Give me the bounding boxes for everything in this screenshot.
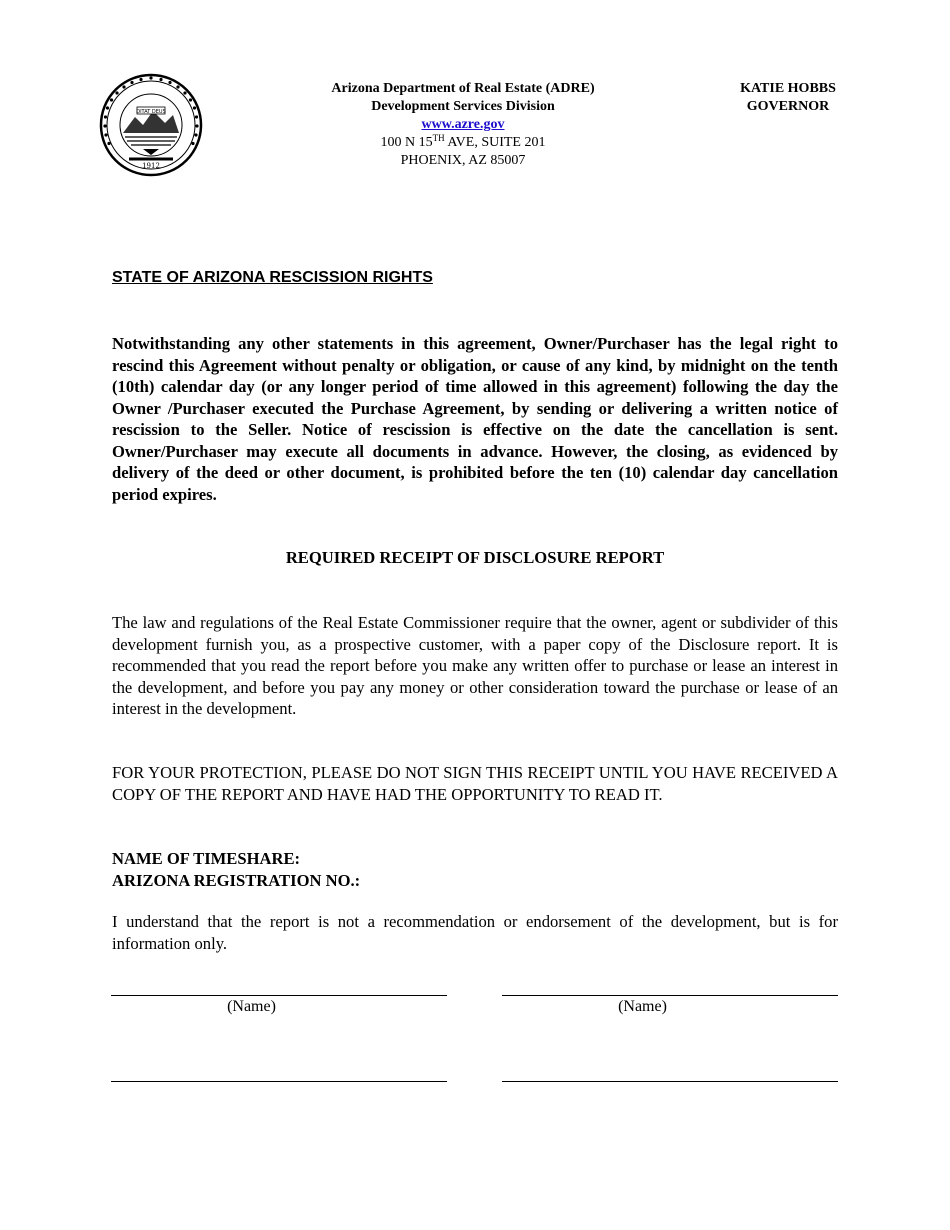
signature-line-left[interactable] xyxy=(111,995,447,996)
svg-text:1912: 1912 xyxy=(142,162,160,170)
address-line-1: 100 N 15TH AVE, SUITE 201 xyxy=(380,133,546,150)
rescission-title: STATE OF ARIZONA RESCISSION RIGHTS xyxy=(112,269,433,286)
agency-name: Arizona Department of Real Estate (ADRE) xyxy=(331,81,595,96)
date-line-right[interactable] xyxy=(502,1081,838,1082)
signature-line-right[interactable] xyxy=(502,995,838,996)
address-line-2: PHOENIX, AZ 85007 xyxy=(400,153,526,168)
protection-notice: FOR YOUR PROTECTION, PLEASE DO NOT SIGN THIS RECEIPT UNTIL YOU HAVE RECEIVED A COPY OF THE REPORT AND HAVE HAD THE OPPORTUNITY TO READ IT. xyxy=(112,763,838,804)
state-seal-logo xyxy=(99,73,203,177)
signature-label-left: (Name) xyxy=(227,998,276,1015)
svg-text:DITAT DEUS: DITAT DEUS xyxy=(136,109,166,115)
governor-name: KATIE HOBBS xyxy=(740,81,836,96)
registration-number-label: ARIZONA REGISTRATION NO.: xyxy=(112,870,361,890)
rescission-body: Notwithstanding any other statements in this agreement, Owner/Purchaser has the legal right to rescind this Agreement without penalty or obligation, or cause of any kind, by midnight on the tenth (10th) calendar day (or any longer period of time allowed in this agreement) following the day the Owner /Purchaser executed the Purchase Agreement, by sending or delivering a written notice of rescission to the Seller. Notice of rescission is effective on the date the cancellation is sent. Owner/Purchaser may execute all documents in advance. However, the closing, as evidenced by delivery of the deed or other document, is prohibited before the ten (10) calendar day cancellation period expires. xyxy=(112,334,838,504)
date-line-left[interactable] xyxy=(111,1081,447,1082)
governor-block xyxy=(718,80,858,116)
website-link[interactable]: www.azre.gov xyxy=(421,117,505,132)
signature-label-right: (Name) xyxy=(618,998,667,1015)
division-name: Development Services Division xyxy=(371,99,555,114)
governor-title: GOVERNOR xyxy=(746,99,830,114)
timeshare-name-label: NAME OF TIMESHARE: xyxy=(112,849,301,868)
agency-header xyxy=(288,80,638,170)
receipt-paragraph-1: The law and regulations of the Real Estate Commissioner require that the owner, agent or subdivider of this development furnish you, as a prospective customer, with a paper copy of the Disclosure report. It is recommended that you read the report before you make any written offer to purchase or lease an interest in the development, and before you pay any money or other consideration toward the purchase or lease of an interest in the development. xyxy=(112,613,838,718)
receipt-title: REQUIRED RECEIPT OF DISCLOSURE REPORT xyxy=(285,548,665,567)
timeshare-labels xyxy=(112,848,360,891)
acknowledgement-text: I understand that the report is not a recommendation or endorsement of the development, but is for information only. xyxy=(112,912,838,953)
